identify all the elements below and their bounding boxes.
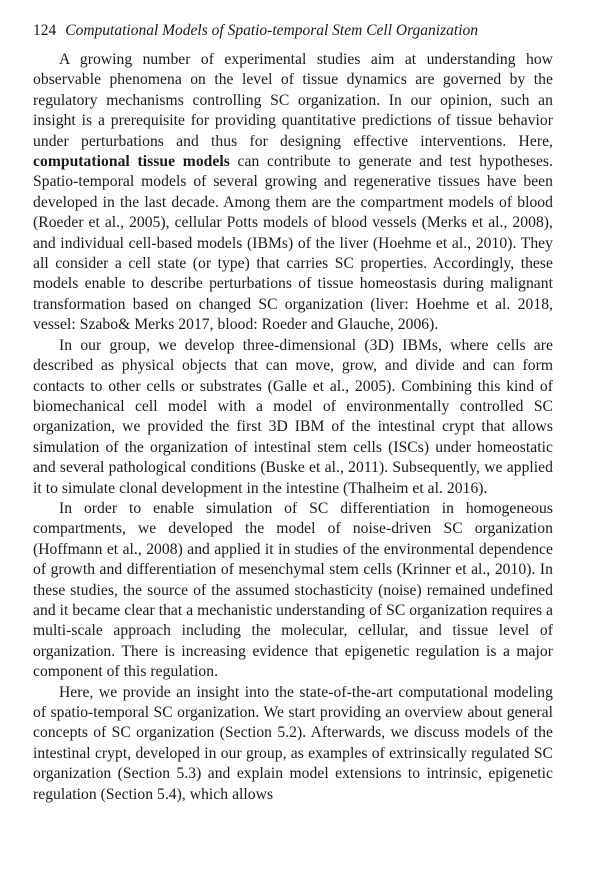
body-text: [33, 50, 553, 805]
book-page: [33, 20, 553, 805]
text-segment: In our group, we develop three-dimensional (3D) IBMs, where cells are described as physical objects that can move, grow, and divide and can form contacts to other cells or substrates (Galle et al., 2005). Combining this kind of biomechanical cell model with a model of environmentally controlled SC organization, we provided the first 3D IBM of the intestinal crypt that allows simulation of the organization of intestinal stem cells (ISCs) under homeostatic and several pathological conditions (Buske et al., 2011). Subsequently, we applied it to simulate clonal development in the intestine (Thalheim et al. 2016).: [33, 336, 553, 497]
page-number: 124: [33, 22, 57, 39]
running-head: [33, 20, 553, 42]
text-segment: Here, we provide an insight into the state-of-the-art computational modeling of spatio-temporal SC organization. We start providing an overview about general concepts of SC organization (Section 5.2). Afterwards, we discuss models of the intestinal crypt, developed in our group, as examples of extrinsically regulated SC organization (Section 5.3) and explain model extensions to intrinsic, epigenetic regulation (Section 5.4), which allows: [33, 683, 553, 803]
running-title: Computational Models of Spatio-temporal Stem Cell Organization: [65, 22, 478, 39]
paragraph-intro: [33, 50, 553, 336]
paragraph-noise-driven: [33, 499, 553, 683]
text-segment: In order to enable simulation of SC differentiation in homogeneous compartments, we developed the model of noise-driven SC organization (Hoffmann et al., 2008) and applied it in studies of the environmental dependence of growth and differentiation of mesenchymal stem cells (Krinner et al., 2010). In these studies, the source of the assumed stochasticity (noise) remained undefined and it became clear that a mechanistic understanding of SC organization requires a multi-scale approach including the molecular, cellular, and tissue level of organization. There is increasing evidence that epigenetic regulation is a major component of this regulation.: [33, 499, 553, 681]
text-segment: can contribute to generate and test hypotheses. Spatio-temporal models of several growing and regenerative tissues have been developed in the last decade. Among them are the compartment models of blood (Roeder et al., 2005), cellular Potts models of blood vessels (Merks et al., 2008), and individual cell-based models (IBMs) of the liver (Hoehme et al., 2010). They all consider a cell state (or type) that carries SC properties. Accordingly, these models enable to describe perturbations of tissue homeostasis during malignant transformation based on changed SC organization (liver: Hoehme et al. 2018, vessel: Szabo& Merks 2017, blood: Roeder and Glauche, 2006).: [33, 153, 553, 334]
text-segment: A growing number of experimental studies aim at understanding how observable phenomena on the level of tissue dynamics are governed by the regulatory mechanisms controlling SC organization. In our opinion, such an insight is a prerequisite for providing quantitative predictions of tissue behavior under perturbations and thus for designing effective interventions. Here,: [33, 51, 553, 150]
paragraph-3d-ibms: [33, 336, 553, 499]
paragraph-overview: [33, 683, 553, 805]
bold-term-computational-tissue-models: computational tissue models: [33, 153, 230, 171]
